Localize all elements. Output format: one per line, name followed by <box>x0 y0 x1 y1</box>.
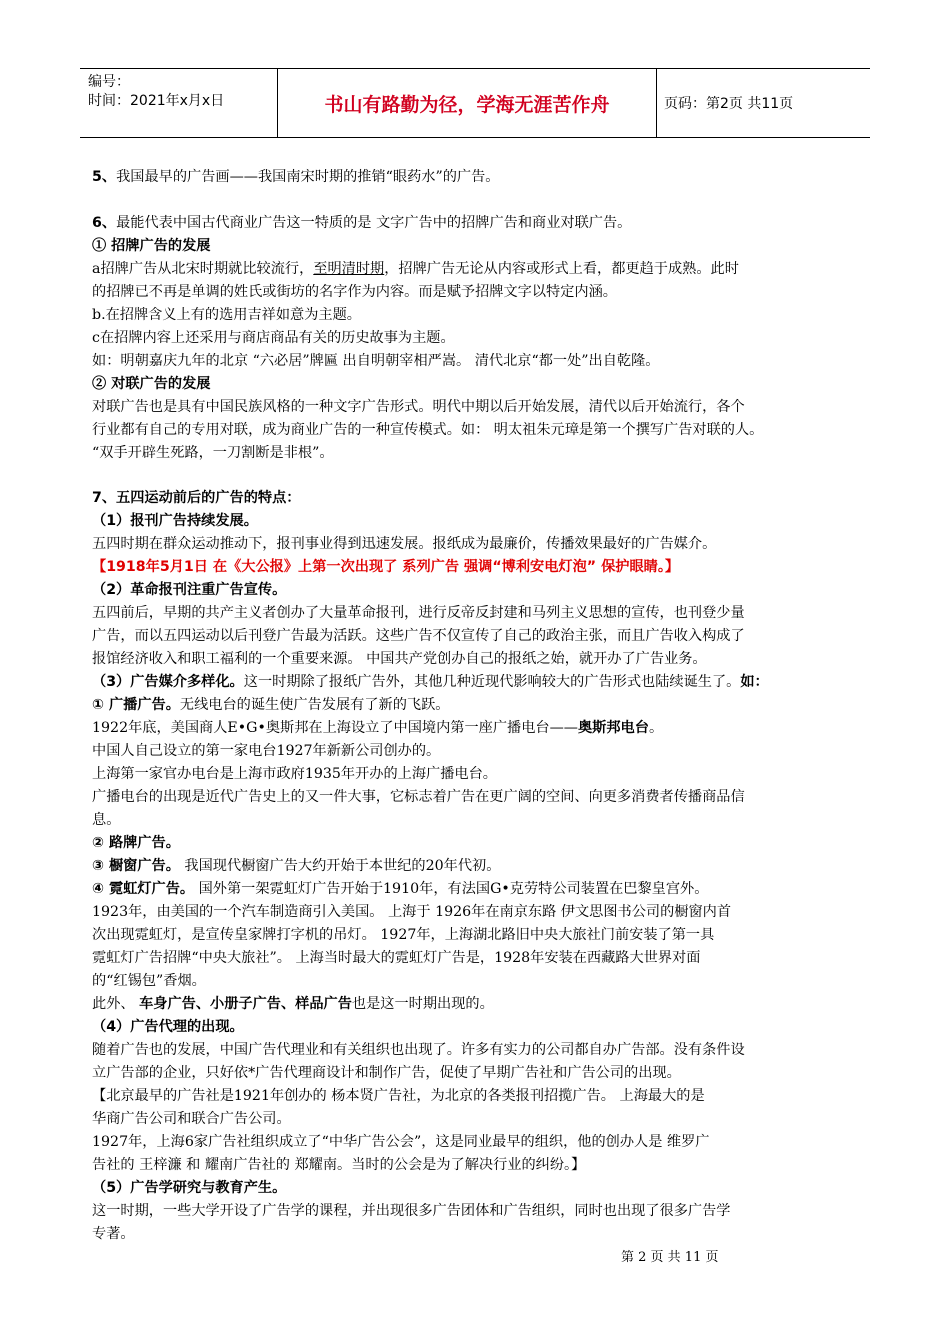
item-heading: ① 广播广告。 <box>92 697 180 713</box>
subheading: （2）革命报刊注重广告宣传。 <box>92 582 287 598</box>
header-page-number: 页码：第2页 共11页 <box>664 96 794 112</box>
line-text: 我国最早的广告画——我国南宋时期的推销“眼药水”的广告。 <box>116 169 500 185</box>
item-number: 6、 <box>92 215 117 231</box>
text-line: 广播电台的出现是近代广告史上的又一件大事，它标志着广告在更广阔的空间、向更多消费者传播商品信 <box>92 789 745 805</box>
line-text: ，招牌广告无论从内容或形式上看，都更趋于成熟。此时 <box>384 261 739 277</box>
text-line <box>92 672 950 693</box>
text-line: 【北京最早的广告社是1921年创办的 杨本贤广告社，为北京的各类报刊招揽广告。 上海最大的是 <box>92 1088 705 1104</box>
text-line: 报馆经济收入和职工福利的一个重要来源。 中国共产党创办自己的报纸之始，就开办了广告业务。 <box>92 651 707 667</box>
text-line: 息。 <box>92 812 121 828</box>
text-line: 1923年，由美国的一个汽车制造商引入美国。 上海于 1926年在南京东路 伊文思图书公司的橱窗内首 <box>92 904 732 920</box>
text-line: 五四前后，早期的共产主义者创办了大量革命报刊，进行反帝反封建和马列主义思想的宣传，也刊登少量 <box>92 605 745 621</box>
header-meta <box>80 69 278 137</box>
header-serial: 编号： <box>88 74 130 90</box>
text-line: 次出现霓虹灯，是宣传皇家牌打字机的吊灯。 1927年，上海湖北路旧中央大旅社门前安装了第一具 <box>92 927 715 943</box>
text-line: 如：明朝嘉庆九年的北京 “六必居”牌匾 出自明朝宰相严嵩。 清代北京“都一处”出自乾隆。 <box>92 353 660 369</box>
subheading: ① 招牌广告的发展 <box>92 238 211 254</box>
text-line: 专著。 <box>92 1226 135 1242</box>
text-line: 随着广告也的发展，中国广告代理业和有关组织也出现了。许多有实力的公司都自办广告部。没有条件设 <box>92 1042 745 1058</box>
item-number: 5、 <box>92 169 117 185</box>
text-line <box>92 167 950 188</box>
item-heading: ③ 橱窗广告。 <box>92 858 180 874</box>
text-line <box>92 259 950 280</box>
section-heading: 7、五四运动前后的广告的特点： <box>92 490 301 506</box>
text-line: b.在招牌含义上有的选用吉祥如意为主题。 <box>92 307 361 323</box>
page-footer: 第 2 页 共 11 页 <box>621 1250 719 1265</box>
line-text: 1922年底，美国商人E•G•奥斯邦在上海设立了中国境内第一座广播电台—— <box>92 720 578 736</box>
text-line: 中国人自己设立的第一家电台1927年新新公司创办的。 <box>92 743 441 759</box>
text-line: “双手开辟生死路，一刀割断是非根”。 <box>92 445 334 461</box>
page-header <box>80 68 870 138</box>
text-line: 五四时期在群众运动推动下，报刊事业得到迅速发展。报纸成为最廉价，传播效果最好的广告媒介。 <box>92 536 717 552</box>
line-text: 无线电台的诞生使广告发展有了新的飞跃。 <box>179 697 450 713</box>
line-text: 也是这一时期出现的。 <box>351 996 494 1012</box>
subheading: ② 对联广告的发展 <box>92 376 211 392</box>
subheading: （4）广告代理的出现。 <box>92 1019 244 1035</box>
text-line <box>92 718 950 739</box>
subheading: （3）广告媒介多样化。 <box>92 674 244 690</box>
line-text: a招牌广告从北宋时期就比较流行， <box>92 261 314 277</box>
text-line: 广告，而以五四运动以后刊登广告最为活跃。这些广告不仅宣传了自己的政治主张，而且广告收入构成了 <box>92 628 745 644</box>
line-text: 国外第一架霓虹灯广告开始于1910年，有法国G•克劳特公司装置在巴黎皇宫外。 <box>194 881 709 897</box>
text-line: c在招牌内容上还采用与商店商品有关的历史故事为主题。 <box>92 330 455 346</box>
subheading: （1）报刊广告持续发展。 <box>92 513 258 529</box>
text-line: 1927年，上海6家广告社组织成立了“中华广告公会”，这是同业最早的组织，他的创办人是 维罗广 <box>92 1134 710 1150</box>
text-line: 的“红锡包”香烟。 <box>92 973 206 989</box>
text-line: 告社的 王梓濂 和 耀南广告社的 郑耀南。当时的公会是为了解决行业的纠纷。】 <box>92 1157 586 1173</box>
text-line <box>92 213 950 234</box>
text-line: 霓虹灯广告招牌“中央大旅社”。 上海当时最大的霓虹灯广告是，1928年安装在西藏路大世界对面 <box>92 950 701 966</box>
line-text: 这一时期除了报纸广告外，其他几种近现代影响较大的广告形式也陆续诞生了。 <box>243 674 741 690</box>
text-line: 这一时期，一些大学开设了广告学的课程，并出现很多广告团体和广告组织，同时也出现了很多广告学 <box>92 1203 731 1219</box>
bold-text: 车身广告、小册子广告、样品广告 <box>139 996 352 1012</box>
text-line: 行业都有自己的专用对联，成为商业广告的一种宣传模式。如： 明太祖朱元璋是第一个撰写广告对联的人。 <box>92 422 764 438</box>
line-text: 最能代表中国古代商业广告这一特质的是 文字广告中的招牌广告和商业对联广告。 <box>116 215 632 231</box>
header-time: 时间：2021年x月x日 <box>88 93 225 109</box>
highlight-line: 【1918年5月1日 在《大公报》上第一次出现了 系列广告 强调“博利安电灯泡” 保护眼睛。】 <box>92 559 680 575</box>
text-line: 立广告部的企业，只好依*广告代理商设计和制作广告，促使了早期广告社和广告公司的出现。 <box>92 1065 681 1081</box>
bold-text: 奥斯邦电台 <box>577 720 649 736</box>
text-line: 对联广告也是具有中国民族风格的一种文字广告形式。明代中期以后开始发展，清代以后开始流行，各个 <box>92 399 745 415</box>
subheading: （5）广告学研究与教育产生。 <box>92 1180 287 1196</box>
text-line <box>92 994 950 1015</box>
line-text: 我国现代橱窗广告大约开始于本世纪的20年代初。 <box>179 858 501 874</box>
line-text: 此外、 <box>92 996 140 1012</box>
text-line: 华商广告公司和联合广告公司。 <box>92 1111 291 1127</box>
item-heading: ④ 霓虹灯广告。 <box>92 881 195 897</box>
underlined-text: 至明清时期 <box>313 261 385 277</box>
text-line: 的招牌已不再是单调的姓氏或街坊的名字作为内容。而是赋予招牌文字以特定内涵。 <box>92 284 617 300</box>
item-heading: ② 路牌广告。 <box>92 835 180 851</box>
header-motto: 书山有路勤为径，学海无涯苦作舟 <box>278 69 657 137</box>
text-line <box>92 879 950 900</box>
line-text: 如： <box>740 674 769 690</box>
text-line: 上海第一家官办电台是上海市政府1935年开办的上海广播电台。 <box>92 766 497 782</box>
line-text: 。 <box>648 720 664 736</box>
text-line <box>92 856 950 877</box>
text-line <box>92 695 950 716</box>
